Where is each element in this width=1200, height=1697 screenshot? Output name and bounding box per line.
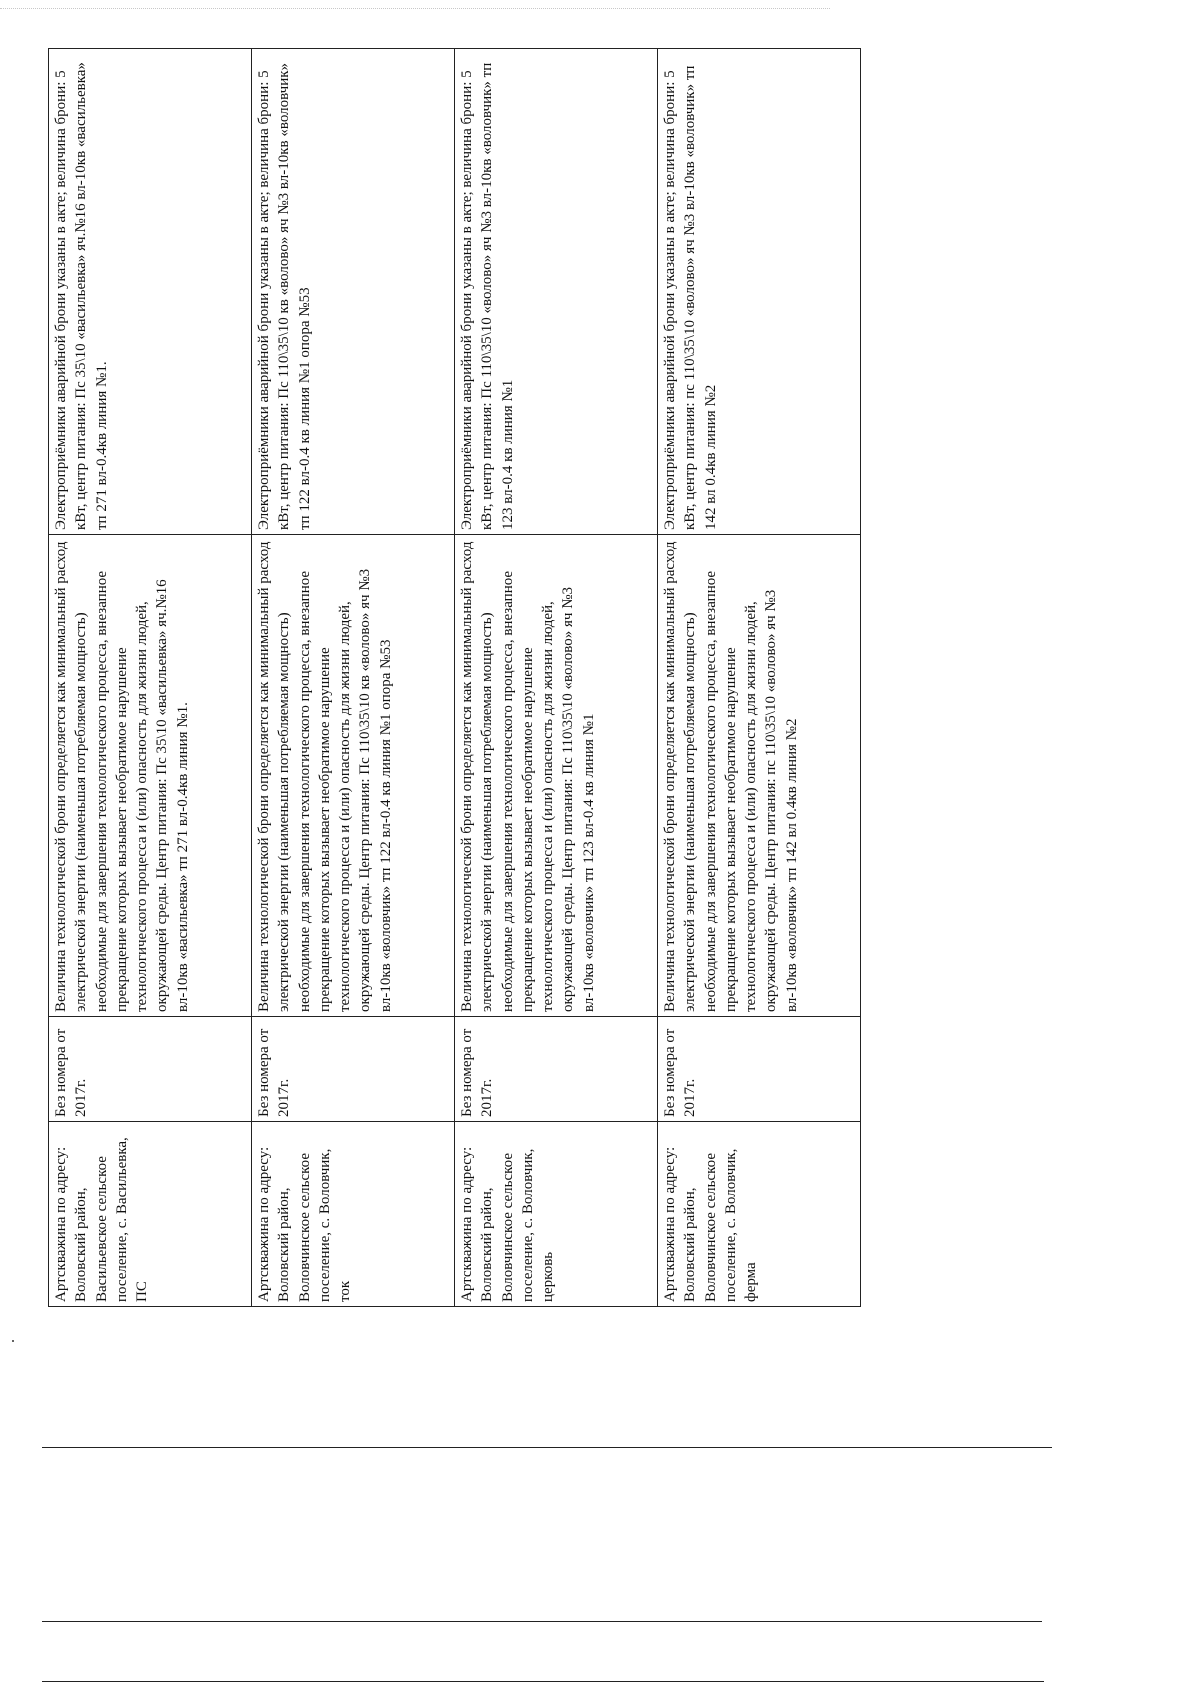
object-address-cell: Артскважина по адресу: Воловский район, Воловчинское сельское поселение, с. Воловчик, церковь — [455, 1122, 658, 1307]
act-number-cell: Без номера от 2017г. — [252, 1017, 455, 1122]
rule-line — [42, 1621, 1042, 1622]
table-row — [252, 49, 455, 1307]
rule-line — [42, 1447, 1052, 1448]
rule-line — [42, 1681, 1044, 1682]
act-number-cell: Без номера от 2017г. — [49, 1017, 252, 1122]
rotated-table-container — [48, 49, 860, 1307]
reserve-description-cell: Величина технологической брони определяется как минимальный расход электрической энергии (наименьшая потребляемая мощность) необходимые для завершения технологического процесса, внезапное прекращение которых вызывает необратимое нарушение технологического процесса и (или) опасность для жизни людей, окружающей среды. Центр питания: пс 110\35\10 «волово» яч №3 вл-10кв «воловчик» тп 142 вл 0.4кв линия №2 — [658, 535, 861, 1017]
reserve-description-cell: Величина технологической брони определяется как минимальный расход электрической энергии (наименьшая потребляемая мощность) необходимые для завершения технологического процесса, внезапное прекращение которых вызывает необратимое нарушение технологического процесса и (или) опасность для жизни людей, окружающей среды. Центр питания: Пс 35\10 «васильевка» яч.№16 вл-10кв «васильевка» тп 271 вл-0.4кв линия №1. — [49, 535, 252, 1017]
rotated-table-region — [48, 49, 860, 1307]
table-row — [49, 49, 252, 1307]
reserve-description-cell: Величина технологической брони определяется как минимальный расход электрической энергии (наименьшая потребляемая мощность) необходимые для завершения технологического процесса, внезапное прекращение которых вызывает необратимое нарушение технологического процесса и (или) опасность для жизни людей, окружающей среды. Центр питания: Пс 110\35\10 кв «волово» яч №3 вл-10кв «воловчик» тп 122 вл-0.4 кв линия №1 опора №53 — [252, 535, 455, 1017]
scan-speck — [12, 1340, 14, 1342]
power-receivers-cell: Электроприёмники аварийной брони указаны в акте; величина брони: 5 кВт, центр питания: Пс 110\35\10 кв «волово» яч №3 вл-10кв «воловчик» тп 122 вл-0.4 кв линия №1 опора №53 — [252, 49, 455, 535]
emergency-reserve-table — [48, 48, 861, 1307]
power-receivers-cell: Электроприёмники аварийной брони указаны в акте; величина брони: 5 кВт, центр питания: Пс 35\10 «васильевка» яч.№16 вл-10кв «васильевка» тп 271 вл-0.4кв линия №1. — [49, 49, 252, 535]
object-address-cell: Артскважина по адресу: Воловский район, Воловчинское сельское поселение, с. Воловчик, ферма — [658, 1122, 861, 1307]
act-number-cell: Без номера от 2017г. — [455, 1017, 658, 1122]
object-address-cell: Артскважина по адресу: Воловский район, Васильевское сельское поселение, с. Васильевка, ПС — [49, 1122, 252, 1307]
object-address-cell: Артскважина по адресу: Воловский район, Воловчинское сельское поселение, с. Воловчик, ток — [252, 1122, 455, 1307]
table-row — [455, 49, 658, 1307]
scan-top-edge — [0, 8, 830, 9]
act-number-cell: Без номера от 2017г. — [658, 1017, 861, 1122]
power-receivers-cell: Электроприёмники аварийной брони указаны в акте; величина брони: 5 кВт, центр питания: Пс 110\35\10 «волово» яч №3 вл-10кв «воловчик» тп 123 вл-0.4 кв линия №1 — [455, 49, 658, 535]
reserve-description-cell: Величина технологической брони определяется как минимальный расход электрической энергии (наименьшая потребляемая мощность) необходимые для завершения технологического процесса, внезапное прекращение которых вызывает необратимое нарушение технологического процесса и (или) опасность для жизни людей, окружающей среды. Центр питания: Пс 110\35\10 «волово» яч №3 вл-10кв «воловчик» тп 123 вл-0.4 кв линия №1 — [455, 535, 658, 1017]
table-row — [658, 49, 861, 1307]
power-receivers-cell: Электроприёмники аварийной брони указаны в акте; величина брони: 5 кВт, центр питания: пс 110\35\10 «волово» яч №3 вл-10кв «воловчик» тп 142 вл 0.4кв линия №2 — [658, 49, 861, 535]
